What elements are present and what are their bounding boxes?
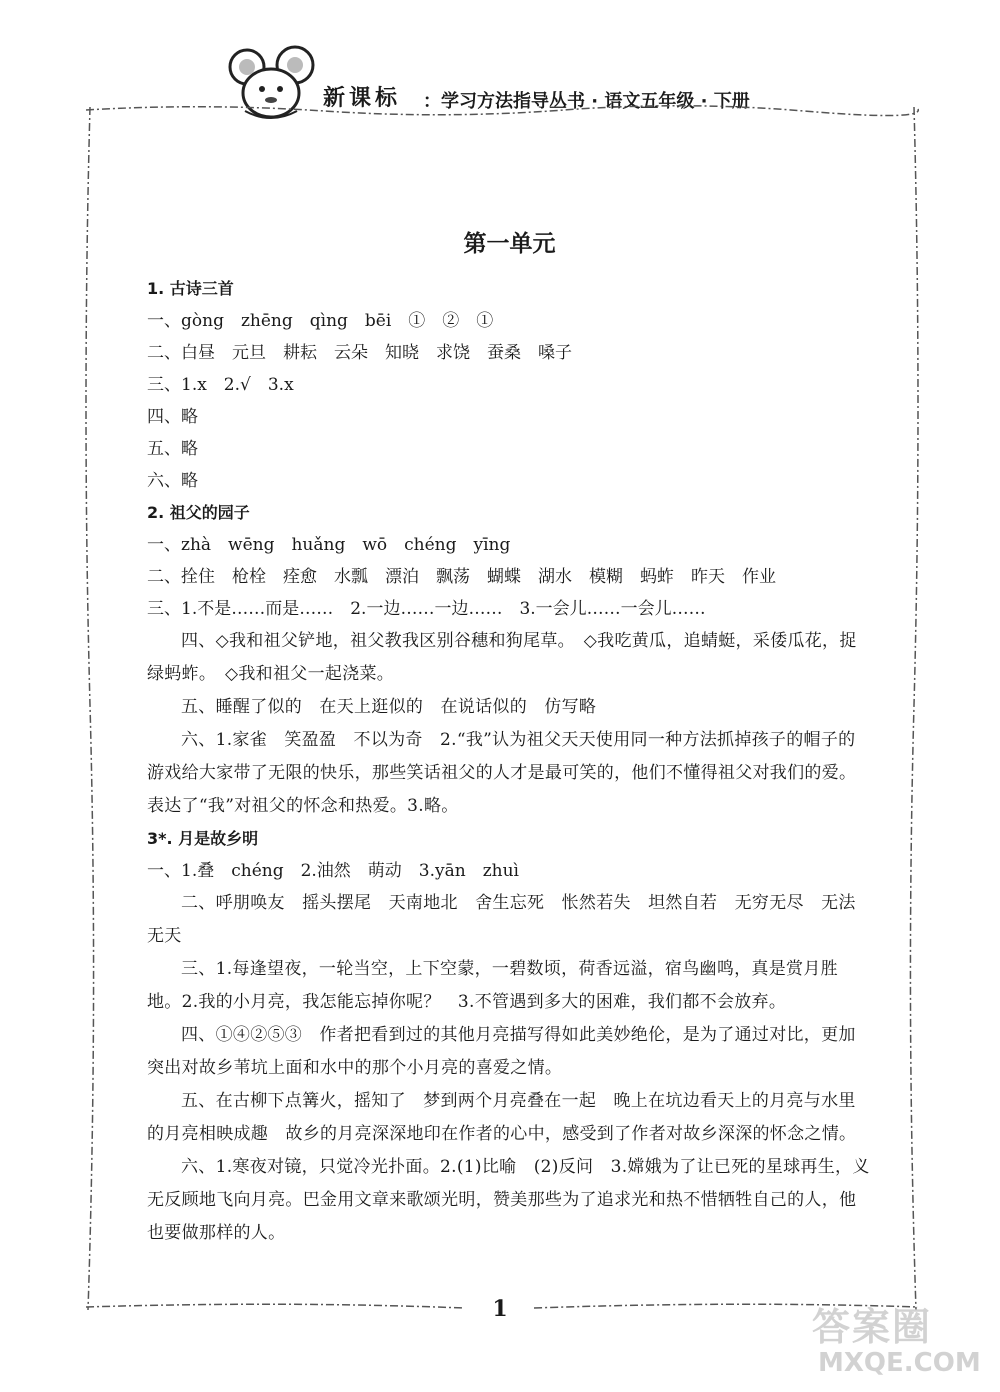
answer-line: 三、1.不是……而是…… 2.一边……一边…… 3.一会儿……一会儿…… (147, 599, 706, 619)
watermark-text: 答案圈 (812, 1305, 933, 1349)
answer-line: 二、拴住 枪栓 痊愈 水瓢 漂泊 飘荡 蝴蝶 湖水 模糊 蚂蚱 昨天 作业 (147, 567, 776, 587)
answer-line: 五、略 (147, 439, 198, 459)
answer-paragraph: 六、1.家雀 笑盈盈 不以为奇 2.“我”认为祖父天天使用同一种方法抓掉孩子的帽子的游戏给大家带了无限的快乐，那些笑话祖父的人才是最可笑的，他们不懂得祖父对我们的爱。表达了“我”对祖父的怀念和热爱。3.略。 (147, 730, 857, 816)
watermark-url: MXQE.COM (818, 1348, 981, 1378)
unit-title: 第一单元 (463, 231, 556, 257)
lesson-title: 1. 古诗三首 (147, 279, 234, 298)
answer-paragraph: 六、1.寒夜对镜，只觉冷光扑面。2.(1)比喻 (2)反问 3.嫦娥为了让已死的星球再生，义无反顾地飞向月亮。巴金用文章来歌颂光明，赞美那些为了追求光和热不惜牺牲自己的人，他也要做那样的人。 (147, 1157, 870, 1243)
answer-content (147, 225, 872, 1250)
answer-line: 四、略 (147, 407, 198, 427)
answer-line: 一、zhà wēng huǎng wō chéng yīng (147, 535, 511, 555)
answer-line: 三、1.x 2.√ 3.x (147, 375, 294, 395)
answer-paragraph: 五、在古柳下点篝火，摇知了 梦到两个月亮叠在一起 晚上在坑边看天上的月亮与水里的月亮相映成趣 故乡的月亮深深地印在作者的心中，感受到了作者对故乡深深的怀念之情。 (147, 1091, 857, 1144)
lesson-section (147, 823, 872, 1250)
page-number: 1 (492, 1296, 508, 1322)
lesson-section (147, 273, 872, 497)
answer-paragraph: 四、①④②⑤③ 作者把看到过的其他月亮描写得如此美妙绝伦，是为了通过对比，更加突出对故乡苇坑上面和水中的那个小月亮的喜爱之情。 (147, 1025, 856, 1078)
lesson-title: 2. 祖父的园子 (147, 503, 250, 522)
answer-line: 六、略 (147, 471, 198, 491)
brand-title: 新课标 (323, 86, 402, 111)
watermark (812, 1296, 990, 1386)
lesson-section (147, 497, 872, 823)
answer-line: 一、gòng zhēng qìng bēi ① ② ① (147, 311, 494, 331)
answer-paragraph: 二、呼朋唤友 摇头摆尾 天南地北 舍生忘死 怅然若失 坦然自若 无穷无尽 无法无天 (147, 893, 856, 946)
series-title: ：学习方法指导丛书 · 语文五年级 · 下册 (423, 91, 750, 112)
answer-line: 一、1.叠 chéng 2.油然 萌动 3.yān zhuì (147, 861, 519, 881)
answer-paragraph: 三、1.每逢望夜，一轮当空，上下空蒙，一碧数顷，荷香远溢，宿鸟幽鸣，真是赏月胜地。2.我的小月亮，我怎能忘掉你呢？ 3.不管遇到多大的困难，我们都不会放弃。 (147, 959, 838, 1012)
lesson-title: 3*. 月是故乡明 (147, 829, 259, 848)
answer-paragraph: 四、◇我和祖父铲地，祖父教我区别谷穗和狗尾草。 ◇我吃黄瓜，追蜻蜓，采倭瓜花，捉绿蚂蚱。 ◇我和祖父一起浇菜。 (147, 631, 857, 684)
answer-line: 二、白昼 元旦 耕耘 云朵 知晓 求饶 蚕桑 嗓子 (147, 343, 572, 363)
answer-paragraph: 五、睡醒了似的 在天上逛似的 在说话似的 仿写略 (181, 697, 597, 717)
